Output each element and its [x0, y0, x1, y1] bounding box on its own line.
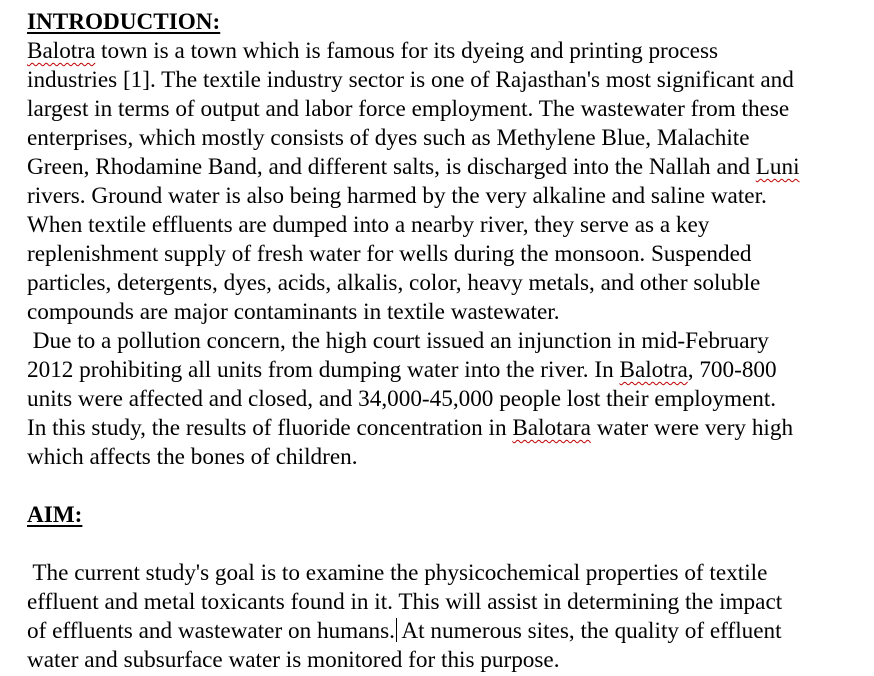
text-line [27, 66, 867, 95]
text-segment: town is a town which is famous for its dyeing and printing process [95, 38, 719, 64]
spellcheck-flagged-word[interactable]: Luni [755, 154, 800, 180]
text-line [27, 414, 867, 443]
text-line [27, 95, 867, 124]
text-segment: largest in terms of output and labor force employment. The wastewater from these [27, 96, 790, 122]
text-segment: compounds are major contaminants in textile wastewater. [27, 299, 560, 325]
text-segment: Due to a pollution concern, the high court issued an injunction in mid-February [27, 328, 769, 354]
introduction-paragraph[interactable] [27, 37, 867, 472]
text-line [27, 385, 867, 414]
text-segment: water were very high [590, 415, 794, 441]
text-segment: which affects the bones of children. [27, 444, 358, 470]
blank-line [27, 472, 867, 501]
text-line [27, 153, 867, 182]
blank-line [27, 530, 867, 559]
text-segment: enterprises, which mostly consists of dyes such as Methylene Blue, Malachite [27, 125, 750, 151]
spellcheck-flagged-word[interactable]: Balotra [27, 38, 96, 64]
text-segment: replenishment supply of fresh water for wells during the monsoon. Suspended [27, 241, 752, 267]
text-segment: effluent and metal toxicants found in it. This will assist in determining the impact [27, 589, 783, 615]
text-segment: When textile effluents are dumped into a nearby river, they serve as a key [27, 212, 710, 238]
text-line [27, 646, 867, 675]
aim-heading: AIM: [27, 502, 83, 528]
text-line [27, 37, 867, 66]
text-line [27, 211, 867, 240]
text-segment: of effluents and wastewater on humans. [27, 618, 395, 644]
text-line [27, 240, 867, 269]
text-line [27, 617, 867, 646]
text-segment: 2012 prohibiting all units from dumping water into the river. In [27, 357, 620, 383]
text-line [27, 443, 867, 472]
text-line [27, 124, 867, 153]
aim-paragraph[interactable] [27, 559, 867, 675]
text-line [27, 356, 867, 385]
text-line [27, 298, 867, 327]
text-segment: units were affected and closed, and 34,000-45,000 people lost their employment. [27, 386, 777, 412]
text-segment: At numerous sites, the quality of effluent [396, 618, 782, 644]
text-line [27, 182, 867, 211]
text-segment: In this study, the results of fluoride concentration in [27, 415, 513, 441]
document-body[interactable] [27, 8, 867, 675]
text-segment: The current study's goal is to examine the physicochemical properties of textile [27, 560, 768, 586]
introduction-heading: INTRODUCTION: [27, 9, 221, 35]
spellcheck-flagged-word[interactable]: Balotra [619, 357, 688, 383]
spellcheck-flagged-word[interactable]: Balotara [512, 415, 591, 441]
text-segment: particles, detergents, dyes, acids, alkalis, color, heavy metals, and other soluble [27, 270, 761, 296]
text-line [27, 327, 867, 356]
text-segment: industries [1]. The textile industry sector is one of Rajasthan's most significant and [27, 67, 794, 93]
text-segment: rivers. Ground water is also being harmed by the very alkaline and saline water. [27, 183, 767, 209]
text-segment: , 700-800 [687, 357, 777, 383]
text-segment: water and subsurface water is monitored for this purpose. [27, 647, 560, 673]
text-line [27, 269, 867, 298]
text-line [27, 588, 867, 617]
text-line [27, 559, 867, 588]
text-segment: Green, Rhodamine Band, and different salts, is discharged into the Nallah and [27, 154, 756, 180]
